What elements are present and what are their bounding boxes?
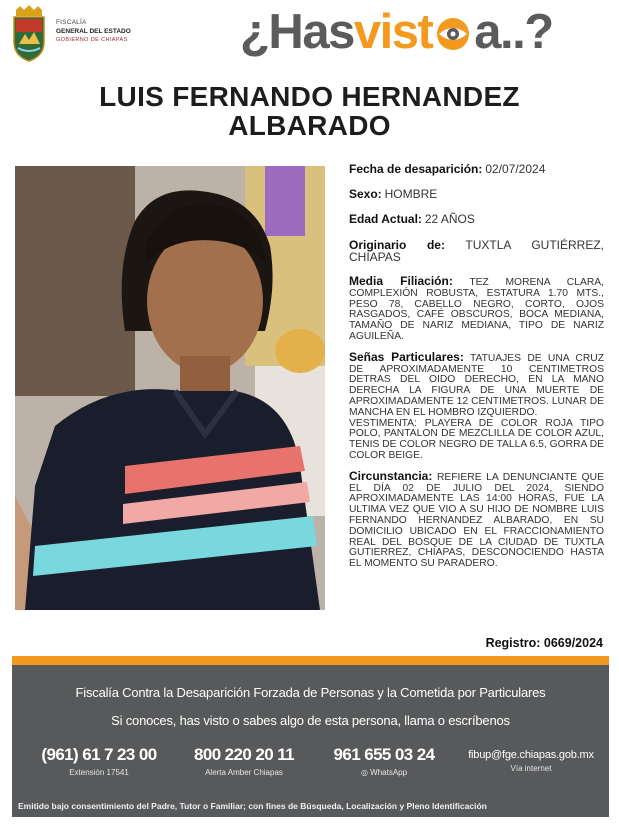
circunstancia: Circunstancia: REFIERE LA DENUNCIANTE QUE EL DÍA 02 DE JULIO DEL 2024, SIENDO APROXIMADAMENTE LAS 14:00 HORAS, FUE LA ULTIMA VEZ QUE VIO A SU HIJO DE NOMBRE LUIS FERNANDO HERNANDEZ ALBARADO, EN SU DOMICILIO UBICADO EN EL FRACCIONAMIENTO REAL DEL BOSQUE DE LA CIUDAD DE TUXTLA GUTIERREZ, CHIAPAS, DESCONOCIENDO HASTA EL MOMENTO SU PARADERO. xyxy=(349,468,604,570)
footer-agency: Fiscalía Contra la Desaparición Forzada de Personas y la Cometida por Particulares xyxy=(75,685,546,700)
sexo: Sexo: HOMBRE xyxy=(349,187,438,201)
details-panel xyxy=(349,164,604,579)
person-name: LUIS FERNANDO HERNANDEZ ALBARADO xyxy=(99,81,520,141)
footer xyxy=(12,665,609,817)
chiapas-seal-icon xyxy=(10,4,48,62)
contact-amber-alert[interactable]: 800 220 20 11 Alerta Amber Chiapas xyxy=(194,745,294,777)
whatsapp-icon: ◎ xyxy=(360,768,368,777)
footer-disclaimer: Emitido bajo consentimiento del Padre, Tutor o Familiar; con fines de Búsqueda, Localización y Pleno Identificación xyxy=(18,801,487,811)
footer-call-to-action: Si conoces, has visto o sabes algo de esta persona, llama o escríbenos xyxy=(111,713,510,728)
edad-actual: Edad Actual: 22 AÑOS xyxy=(349,212,475,226)
contact-phone-extension[interactable]: (961) 61 7 23 00 Extensión 17541 xyxy=(41,745,157,777)
has-visto-logo: ¿Hasvist a..? xyxy=(240,5,553,59)
eye-icon xyxy=(433,4,473,40)
fecha-desaparicion: Fecha de desaparición: 02/07/2024 xyxy=(349,162,546,176)
person-photo xyxy=(15,166,325,610)
contact-email[interactable]: fibup@fge.chiapas.gob.mx Vía internet xyxy=(468,749,594,773)
senas-particulares: Señas Particulares: TATUAJES DE UNA CRUZ DE APROXIMADAMENTE 10 CENTIMETROS DETRAS DEL OIDO DERECHO, EN LA MANO DERECHA LA FIGURA DE UNA MUERTE DE APROXIMADAMENTE 12 CENTIMETROS. LUNAR DE MANCHA EN EL HOMBRO IZQUIERDO. xyxy=(349,349,604,418)
header xyxy=(0,0,619,70)
agency-name: FISCALÍA GENERAL DEL ESTADO GOBIERNO DE CHIAPAS xyxy=(56,19,131,43)
registro-number: Registro: 0669/2024 xyxy=(485,636,603,650)
media-filiacion: Media Filiación: TEZ MORENA CLARA, COMPLEXIÓN ROBUSTA, ESTATURA 1.70 MTS., PESO 78, CABELLO NEGRO, CORTO, OJOS RASGADOS, CAFÉ OBSCUROS, BOCA MEDIANA, TAMAÑO DE NARIZ MEDIANA, TIPO DE NARIZ AGUILEÑA. xyxy=(349,274,604,342)
vestimenta: VESTIMENTA: PLAYERA DE COLOR ROJA TIPO POLO, PANTALON DE MEZCLILLA DE COLOR AZUL, TENIS DE COLOR NEGRO DE TALLA 6.5, GORRA DE COLOR BEIGE. xyxy=(349,417,604,461)
contact-whatsapp[interactable]: 961 655 03 24 ◎ WhatsApp xyxy=(333,745,435,777)
originario: Originario de: TUXTLA GUTIÉRREZ, CHIAPAS xyxy=(349,238,604,264)
orange-divider xyxy=(12,656,609,665)
